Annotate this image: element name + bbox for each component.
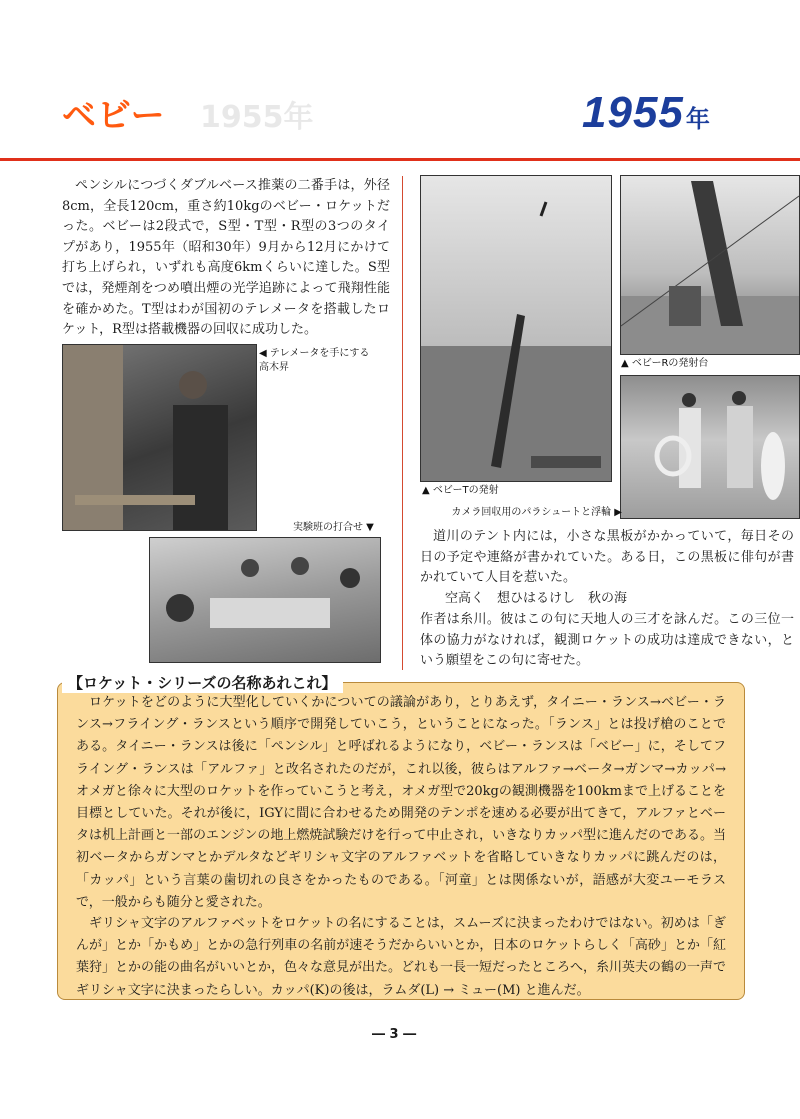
photo-launch-t	[420, 175, 612, 482]
photo-meeting	[149, 537, 381, 663]
page-title: ベビー	[62, 96, 166, 136]
haiku: 空高く 想ひはるけし 秋の海	[445, 591, 628, 606]
header-rule	[0, 158, 800, 161]
photo-pad-r	[620, 175, 800, 355]
caption-takagi: ◀ テレメータを手にする 高木昇	[259, 348, 370, 373]
title-watermark: 1955年	[200, 100, 314, 135]
column-divider	[402, 176, 403, 670]
story-paragraph-1: 道川のテント内には，小さな黒板がかかっていて，毎日その日の予定や連絡が書かれていた。ある日，この黒板に俳句が書かれていて人目を惹いた。	[420, 529, 794, 586]
caption-pad-r: ▲ ベビーRの発射台	[621, 358, 709, 369]
caption-meeting: 実験班の打合せ ▼	[293, 522, 374, 533]
year-number: 1955	[582, 88, 684, 137]
photo-parachute	[620, 375, 800, 519]
caption-parachute: カメラ回収用のパラシュートと浮輪 ▶	[451, 507, 622, 518]
intro-paragraph: ペンシルにつづくダブルベース推薬の二番手は，外径8cm，全長120cm，重さ約10kgのベビー・ロケットだった。ベビーは2段式で，S型・T型・R型の3つのタイプがあり，1955年（昭和30年）9月から12月にかけて打ち上げられ，いずれも高度6kmくらいに達した。S型では，発煙剤をつめ噴出煙の光学追跡によって飛翔性能を確かめた。T型はわが国初のテレメータを搭載したロケット，R型は搭載機器の回収に成功した。	[62, 178, 390, 338]
page-number: ― 3 ―	[372, 1027, 417, 1042]
year-heading	[582, 88, 711, 138]
sidebar-heading: 【ロケット・シリーズの名称あれこれ】	[62, 672, 343, 693]
story-paragraph-2: 作者は糸川。彼はこの句に天地人の三才を詠んだ。この三位一体の協力がなければ，観測ロケットの成功は達成できない，という願望をこの句に寄せた。	[420, 612, 794, 669]
sidebar-paragraph-2: ギリシャ文字のアルファベットをロケットの名にすることは，スムーズに決まったわけではない。初めは「ぎんが」とか「かもめ」とかの急行列車の名前が速そうだからいいとか，日本のロケットらしく「高砂」とか「紅葉狩」とかの能の曲名がいいとか，色々な意見が出た。どれも一長一短だったところへ，糸川英夫の鶴の一声でギリシャ文字に決まったらしい。カッパ(K)の後は，ラムダ(L) → ミュー(M) と進んだ。	[76, 916, 727, 998]
sidebar-paragraph-1: ロケットをどのように大型化していくかについての議論があり，とりあえず，タイニー・ランス→ベビー・ランス→フライング・ランスという順序で開発していこう，ということになった。「ランス」とは投げ槍のことである。タイニー・ランスは後に「ペンシル」と呼ばれるようになり，ベビー・ランスは「ベビー」に，そしてフライング・ランスは「アルファ」と改名されたのだが，これ以後，彼らはアルファ→ベータ→ガンマ→カッパ→オメガと徐々に大型のロケットを作っていこうと考え，オメガ型で20kgの観測機器を100kmまで上げることを目標としていた。それが後に，IGYに間に合わせるため開発のテンポを速める必要が出てきて，アルファとベータは机上計画と一部のエンジンの地上燃焼試験だけを行って中止され，いきなりカッパ型に進んだのである。当初ベータからガンマとかデルタなどギリシャ文字のアルファベットを省略していきなりカッパに跳んだのは，「カッパ」という言葉の歯切れの良さをかったものである。「河童」とは関係ないが，語感が大変ユーモラスで，一般からも随分と愛された。	[76, 695, 727, 910]
year-suffix: 年	[685, 106, 711, 133]
photo-takagi	[62, 344, 257, 531]
caption-launch-t: ▲ ベビーTの発射	[422, 485, 499, 496]
